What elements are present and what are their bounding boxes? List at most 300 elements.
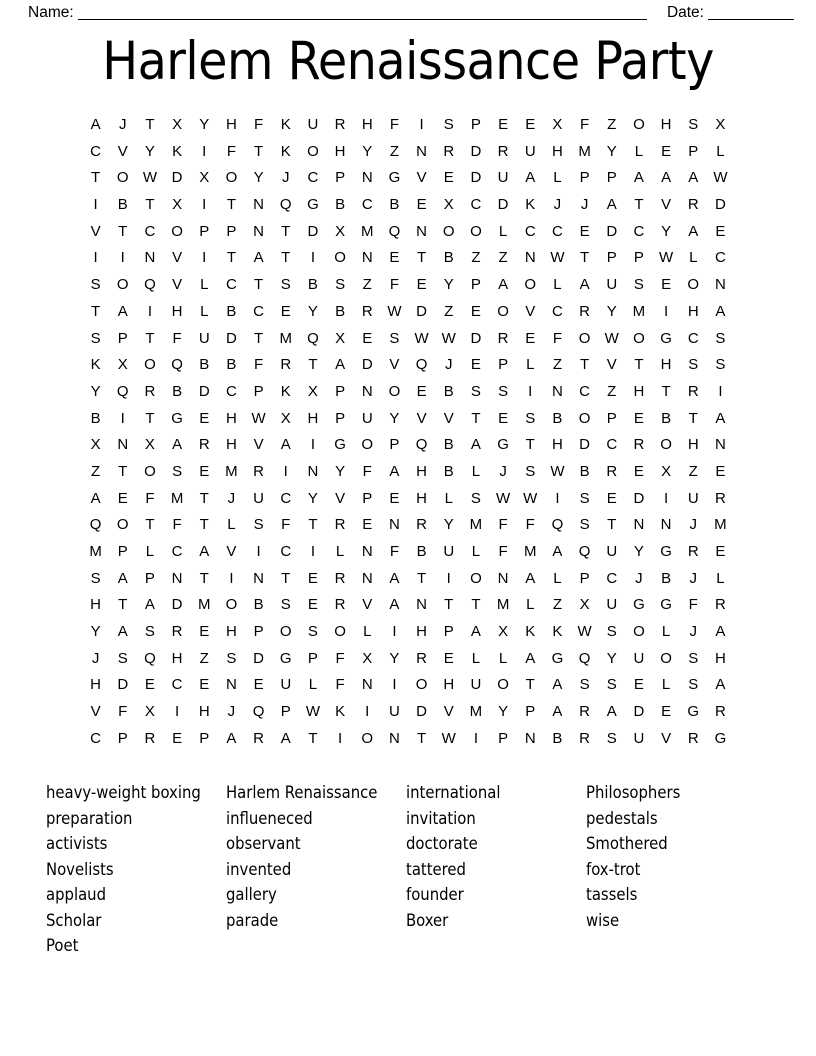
grid-cell[interactable]: F [172, 516, 182, 534]
grid-cell[interactable]: W [604, 329, 619, 347]
grid-cell[interactable]: T [579, 249, 590, 267]
grid-cell[interactable]: O [116, 169, 129, 187]
grid-cell[interactable]: A [90, 489, 101, 507]
grid-cell[interactable]: O [442, 222, 455, 240]
grid-cell[interactable]: E [470, 302, 481, 320]
grid-cell[interactable]: C [171, 676, 183, 694]
grid-cell[interactable]: Z [90, 462, 101, 480]
word-bank-item[interactable]: influeneced [226, 808, 313, 828]
grid-cell[interactable]: E [661, 703, 672, 721]
grid-cell[interactable]: N [416, 142, 427, 160]
grid-cell[interactable]: F [253, 116, 264, 133]
grid-cell[interactable]: N [633, 516, 645, 534]
grid-cell[interactable]: B [443, 249, 454, 267]
grid-cell[interactable]: Q [252, 703, 265, 721]
grid-cell[interactable]: Q [388, 222, 401, 240]
grid-cell[interactable]: A [389, 596, 400, 614]
grid-cell[interactable]: C [579, 382, 590, 400]
grid-cell[interactable]: D [307, 222, 319, 240]
grid-cell[interactable]: U [280, 676, 292, 694]
grid-cell[interactable]: F [552, 329, 562, 347]
grid-cell[interactable]: H [361, 116, 373, 133]
grid-cell[interactable]: N [171, 569, 183, 587]
grid-cell[interactable]: O [361, 729, 374, 747]
grid-cell[interactable]: B [552, 729, 563, 747]
grid-cell[interactable]: P [307, 649, 318, 667]
grid-cell[interactable]: Q [89, 516, 102, 534]
grid-cell[interactable]: A [470, 436, 481, 454]
grid-cell[interactable]: H [225, 116, 237, 133]
grid-cell[interactable]: L [553, 569, 562, 587]
grid-cell[interactable]: S [579, 516, 590, 534]
grid-cell[interactable]: G [687, 703, 700, 721]
grid-cell[interactable]: P [117, 729, 128, 747]
grid-cell[interactable]: H [687, 436, 699, 454]
grid-cell[interactable]: N [524, 729, 536, 747]
grid-cell[interactable]: I [446, 569, 451, 587]
grid-cell[interactable]: I [528, 382, 533, 400]
grid-cell[interactable]: C [606, 436, 618, 454]
grid-cell[interactable]: R [280, 356, 292, 374]
grid-cell[interactable]: S [470, 382, 481, 400]
grid-cell[interactable]: E [498, 116, 509, 133]
grid-cell[interactable]: A [688, 222, 699, 240]
grid-cell[interactable]: B [226, 356, 237, 374]
grid-cell[interactable]: F [498, 516, 508, 534]
grid-cell[interactable]: P [280, 703, 291, 721]
grid-cell[interactable]: S [688, 676, 699, 694]
grid-cell[interactable]: X [498, 623, 509, 641]
grid-cell[interactable]: J [499, 462, 507, 480]
grid-cell[interactable]: W [251, 409, 266, 427]
grid-cell[interactable]: C [280, 489, 292, 507]
grid-cell[interactable]: X [552, 116, 563, 133]
grid-cell[interactable]: K [525, 196, 536, 214]
grid-cell[interactable]: P [117, 543, 128, 560]
grid-cell[interactable]: O [144, 462, 156, 480]
word-search-grid[interactable] [82, 112, 734, 753]
word-bank-item[interactable]: observant [226, 834, 301, 853]
grid-cell[interactable]: A [715, 409, 726, 427]
grid-cell[interactable]: A [117, 569, 128, 587]
grid-cell[interactable]: U [388, 703, 400, 721]
grid-cell[interactable]: I [174, 703, 180, 721]
grid-cell[interactable]: E [199, 462, 210, 480]
grid-cell[interactable]: A [715, 302, 726, 320]
grid-cell[interactable]: E [307, 569, 318, 587]
grid-cell[interactable]: H [334, 142, 346, 160]
grid-cell[interactable]: L [335, 543, 345, 560]
grid-cell[interactable]: T [308, 516, 318, 534]
grid-cell[interactable]: R [334, 569, 346, 587]
grid-cell[interactable]: N [361, 676, 373, 694]
grid-cell[interactable]: B [335, 302, 346, 320]
grid-cell[interactable]: Y [90, 623, 101, 641]
grid-cell[interactable]: E [199, 623, 210, 641]
grid-cell[interactable]: L [689, 249, 698, 267]
grid-cell[interactable]: L [363, 623, 372, 641]
grid-cell[interactable]: O [116, 276, 129, 294]
grid-cell[interactable]: R [253, 462, 264, 480]
grid-cell[interactable]: U [633, 729, 645, 747]
grid-cell[interactable]: V [443, 409, 454, 427]
grid-cell[interactable]: O [334, 623, 346, 641]
grid-cell[interactable]: I [555, 489, 560, 507]
grid-cell[interactable]: F [389, 276, 399, 294]
grid-cell[interactable]: A [335, 356, 346, 374]
grid-cell[interactable]: J [553, 196, 562, 214]
grid-cell[interactable]: T [471, 596, 481, 614]
grid-cell[interactable]: P [199, 729, 210, 747]
grid-cell[interactable]: A [715, 623, 726, 641]
grid-cell[interactable]: T [281, 222, 291, 240]
grid-cell[interactable]: V [172, 249, 183, 267]
grid-cell[interactable]: T [226, 196, 236, 214]
grid-cell[interactable]: G [171, 409, 183, 427]
grid-cell[interactable]: D [225, 329, 237, 347]
grid-cell[interactable]: T [416, 729, 427, 747]
grid-cell[interactable]: X [144, 703, 155, 721]
grid-cell[interactable]: J [689, 623, 697, 641]
grid-cell[interactable]: F [335, 649, 345, 667]
grid-cell[interactable]: E [443, 169, 454, 187]
grid-cell[interactable]: T [226, 249, 236, 267]
grid-cell[interactable]: P [470, 116, 481, 133]
grid-cell[interactable]: D [198, 382, 210, 400]
grid-cell[interactable]: T [634, 196, 644, 214]
grid-cell[interactable]: U [198, 329, 210, 347]
grid-cell[interactable]: F [253, 356, 264, 374]
grid-cell[interactable]: U [443, 543, 455, 560]
grid-cell[interactable]: P [633, 249, 644, 267]
grid-cell[interactable]: D [416, 302, 427, 320]
grid-cell[interactable]: L [227, 516, 236, 534]
grid-cell[interactable]: P [579, 569, 590, 587]
grid-cell[interactable]: C [606, 569, 618, 587]
grid-cell[interactable]: E [715, 222, 726, 240]
grid-cell[interactable]: P [362, 489, 373, 507]
grid-cell[interactable]: S [307, 623, 318, 641]
grid-cell[interactable]: X [90, 436, 101, 454]
grid-cell[interactable]: Y [606, 649, 617, 667]
word-bank-item[interactable]: gallery [226, 885, 277, 904]
grid-cell[interactable]: Z [552, 356, 562, 374]
grid-cell[interactable]: S [579, 489, 590, 507]
grid-cell[interactable]: T [118, 462, 128, 480]
grid-cell[interactable]: A [525, 169, 536, 187]
grid-cell[interactable]: L [444, 489, 453, 507]
grid-cell[interactable]: J [281, 169, 290, 187]
word-bank-item[interactable]: Scholar [46, 910, 102, 930]
grid-cell[interactable]: Y [307, 489, 318, 507]
grid-cell[interactable]: U [470, 676, 482, 694]
grid-cell[interactable]: Q [144, 649, 156, 667]
grid-cell[interactable]: Y [606, 142, 617, 160]
grid-cell[interactable]: T [607, 516, 617, 534]
word-bank-item[interactable]: fox-trot [586, 859, 641, 879]
grid-cell[interactable]: Q [144, 276, 156, 294]
grid-cell[interactable]: T [90, 302, 101, 320]
grid-cell[interactable]: N [361, 543, 373, 560]
grid-cell[interactable]: I [283, 462, 288, 480]
grid-cell[interactable]: F [281, 516, 291, 534]
word-bank-item[interactable]: doctorate [406, 834, 478, 853]
grid-cell[interactable]: X [307, 382, 318, 400]
grid-cell[interactable]: T [145, 116, 155, 133]
grid-cell[interactable]: E [144, 676, 155, 694]
grid-cell[interactable]: C [633, 222, 645, 240]
grid-cell[interactable]: I [392, 623, 397, 641]
grid-cell[interactable]: W [441, 729, 456, 747]
grid-cell[interactable]: Q [307, 329, 319, 347]
grid-cell[interactable]: M [578, 142, 591, 160]
grid-cell[interactable]: R [334, 116, 346, 133]
grid-cell[interactable]: A [253, 249, 264, 267]
grid-cell[interactable]: A [606, 703, 617, 721]
word-bank-item[interactable]: preparation [46, 808, 133, 828]
word-bank-item[interactable]: invitation [406, 808, 476, 828]
grid-cell[interactable]: K [90, 356, 101, 374]
grid-cell[interactable]: S [335, 276, 346, 294]
grid-cell[interactable]: O [279, 623, 292, 641]
grid-cell[interactable]: K [552, 623, 563, 641]
grid-cell[interactable]: O [578, 409, 591, 427]
grid-cell[interactable]: E [443, 649, 454, 667]
grid-cell[interactable]: T [634, 356, 644, 374]
grid-cell[interactable]: V [389, 356, 400, 374]
grid-cell[interactable]: E [280, 302, 291, 320]
grid-cell[interactable]: V [172, 276, 183, 294]
grid-cell[interactable]: H [660, 356, 672, 374]
grid-cell[interactable]: R [361, 302, 373, 320]
grid-cell[interactable]: G [307, 196, 319, 214]
grid-cell[interactable]: U [606, 596, 618, 614]
grid-cell[interactable]: S [715, 356, 726, 374]
grid-cell[interactable]: C [225, 382, 237, 400]
grid-cell[interactable]: R [606, 462, 618, 480]
grid-cell[interactable]: T [525, 436, 535, 454]
grid-cell[interactable]: W [142, 169, 157, 187]
grid-cell[interactable]: D [117, 676, 129, 694]
grid-cell[interactable]: S [715, 329, 726, 347]
grid-cell[interactable]: L [716, 142, 725, 160]
grid-cell[interactable]: R [579, 302, 590, 320]
grid-cell[interactable]: D [253, 649, 264, 667]
grid-cell[interactable]: I [365, 703, 370, 721]
grid-cell[interactable]: H [225, 409, 237, 427]
grid-cell[interactable]: L [471, 462, 481, 480]
grid-cell[interactable]: Z [389, 142, 399, 160]
grid-cell[interactable]: I [256, 543, 261, 560]
grid-cell[interactable]: X [144, 436, 155, 454]
grid-cell[interactable]: F [389, 543, 399, 560]
grid-cell[interactable]: E [362, 329, 373, 347]
grid-cell[interactable]: A [389, 462, 400, 480]
grid-cell[interactable]: O [171, 222, 183, 240]
grid-cell[interactable]: E [389, 249, 400, 267]
grid-cell[interactable]: L [471, 543, 481, 560]
grid-cell[interactable]: V [416, 409, 427, 427]
grid-cell[interactable]: O [633, 116, 645, 133]
grid-cell[interactable]: M [360, 222, 374, 240]
word-bank-item[interactable]: heavy-weight boxing [46, 783, 201, 802]
grid-cell[interactable]: O [578, 329, 591, 347]
grid-cell[interactable]: E [498, 409, 509, 427]
grid-cell[interactable]: U [687, 489, 699, 507]
grid-cell[interactable]: I [147, 302, 152, 320]
grid-cell[interactable]: P [335, 409, 346, 427]
grid-cell[interactable]: H [90, 596, 101, 614]
grid-cell[interactable]: A [172, 436, 183, 454]
grid-cell[interactable]: L [716, 569, 725, 587]
grid-cell[interactable]: S [172, 462, 183, 480]
word-bank-item[interactable]: Boxer [406, 910, 449, 930]
grid-cell[interactable]: M [523, 543, 537, 560]
grid-cell[interactable]: N [388, 729, 400, 747]
grid-cell[interactable]: Q [578, 649, 591, 667]
grid-cell[interactable]: T [145, 516, 155, 534]
grid-cell[interactable]: P [579, 169, 590, 187]
grid-cell[interactable]: R [198, 436, 210, 454]
grid-cell[interactable]: I [202, 142, 207, 160]
grid-cell[interactable]: O [497, 676, 509, 694]
grid-cell[interactable]: A [688, 169, 699, 187]
word-bank-item[interactable]: Philosophers [586, 783, 681, 802]
grid-cell[interactable]: U [606, 543, 618, 560]
grid-cell[interactable]: D [714, 196, 726, 214]
grid-cell[interactable]: P [443, 623, 454, 641]
grid-cell[interactable]: O [633, 329, 645, 347]
grid-cell[interactable]: Y [389, 409, 400, 427]
grid-cell[interactable]: J [227, 703, 236, 721]
grid-cell[interactable]: D [633, 489, 645, 507]
grid-cell[interactable]: N [361, 169, 373, 187]
grid-cell[interactable]: B [226, 302, 237, 320]
grid-cell[interactable]: H [660, 116, 672, 133]
grid-cell[interactable]: N [416, 596, 427, 614]
grid-cell[interactable]: A [280, 436, 291, 454]
grid-cell[interactable]: A [525, 649, 536, 667]
grid-cell[interactable]: B [117, 196, 128, 214]
grid-cell[interactable]: M [170, 489, 184, 507]
grid-cell[interactable]: V [117, 142, 128, 160]
grid-cell[interactable]: O [415, 676, 428, 694]
grid-cell[interactable]: N [117, 436, 129, 454]
word-bank-item[interactable]: Smothered [586, 834, 668, 853]
grid-cell[interactable]: X [443, 196, 454, 214]
grid-cell[interactable]: R [416, 516, 427, 534]
grid-cell[interactable]: C [714, 249, 726, 267]
grid-cell[interactable]: R [579, 703, 590, 721]
grid-cell[interactable]: I [419, 116, 424, 133]
word-bank-item[interactable]: invented [226, 859, 292, 879]
grid-cell[interactable]: T [118, 222, 128, 240]
grid-cell[interactable]: T [525, 676, 535, 694]
grid-cell[interactable]: E [199, 676, 210, 694]
grid-cell[interactable]: F [498, 543, 508, 560]
grid-cell[interactable]: P [498, 356, 509, 374]
grid-cell[interactable]: L [661, 623, 671, 641]
grid-cell[interactable]: T [145, 196, 155, 214]
grid-cell[interactable]: M [714, 516, 727, 534]
grid-cell[interactable]: G [714, 729, 727, 747]
word-bank-item[interactable]: founder [406, 885, 464, 904]
grid-cell[interactable]: E [606, 489, 617, 507]
grid-cell[interactable]: Z [444, 302, 454, 320]
grid-cell[interactable]: E [172, 729, 183, 747]
grid-cell[interactable]: X [172, 116, 183, 133]
grid-cell[interactable]: P [199, 222, 210, 240]
grid-cell[interactable]: Y [307, 302, 318, 320]
grid-cell[interactable]: E [253, 676, 264, 694]
grid-cell[interactable]: I [337, 729, 343, 747]
grid-cell[interactable]: M [279, 329, 292, 347]
grid-cell[interactable]: H [90, 676, 101, 694]
grid-cell[interactable]: X [117, 356, 128, 374]
grid-cell[interactable]: Z [688, 462, 698, 480]
grid-cell[interactable]: L [634, 142, 644, 160]
grid-cell[interactable]: C [90, 142, 101, 160]
grid-cell[interactable]: H [551, 142, 563, 160]
grid-cell[interactable]: I [663, 302, 669, 320]
grid-cell[interactable]: B [199, 356, 210, 374]
grid-cell[interactable]: B [443, 382, 454, 400]
grid-cell[interactable]: A [470, 623, 481, 641]
grid-cell[interactable]: B [253, 596, 264, 614]
grid-cell[interactable]: O [660, 436, 672, 454]
grid-cell[interactable]: T [416, 569, 427, 587]
grid-cell[interactable]: Y [253, 169, 264, 187]
grid-cell[interactable]: E [525, 329, 536, 347]
grid-cell[interactable]: B [579, 462, 590, 480]
grid-cell[interactable]: Y [389, 649, 400, 667]
grid-cell[interactable]: K [280, 116, 291, 133]
grid-cell[interactable]: E [633, 462, 644, 480]
grid-cell[interactable]: A [552, 543, 563, 560]
grid-cell[interactable]: D [606, 222, 618, 240]
grid-cell[interactable]: C [144, 222, 156, 240]
grid-cell[interactable]: T [579, 356, 590, 374]
grid-cell[interactable]: H [633, 382, 645, 400]
grid-cell[interactable]: Q [279, 196, 292, 214]
grid-cell[interactable]: X [172, 196, 183, 214]
grid-cell[interactable]: Z [199, 649, 209, 667]
grid-cell[interactable]: V [416, 169, 427, 187]
grid-cell[interactable]: F [226, 142, 236, 160]
grid-cell[interactable]: R [687, 543, 699, 560]
grid-cell[interactable]: G [660, 596, 672, 614]
grid-cell[interactable]: G [279, 649, 292, 667]
grid-cell[interactable]: T [199, 516, 209, 534]
grid-cell[interactable]: Z [498, 249, 508, 267]
grid-cell[interactable]: F [145, 489, 155, 507]
grid-cell[interactable]: P [606, 249, 617, 267]
grid-cell[interactable]: J [635, 569, 643, 587]
grid-cell[interactable]: S [226, 649, 237, 667]
grid-cell[interactable]: I [229, 569, 234, 587]
grid-cell[interactable]: I [120, 249, 125, 267]
grid-cell[interactable]: I [473, 729, 478, 747]
grid-cell[interactable]: V [362, 596, 373, 614]
grid-cell[interactable]: T [118, 596, 128, 614]
grid-cell[interactable]: B [443, 462, 454, 480]
grid-cell[interactable]: Q [578, 543, 591, 560]
grid-cell[interactable]: X [579, 596, 590, 614]
grid-cell[interactable]: H [307, 409, 319, 427]
grid-cell[interactable]: J [227, 489, 236, 507]
grid-cell[interactable]: P [525, 703, 536, 721]
grid-cell[interactable]: S [90, 329, 101, 347]
